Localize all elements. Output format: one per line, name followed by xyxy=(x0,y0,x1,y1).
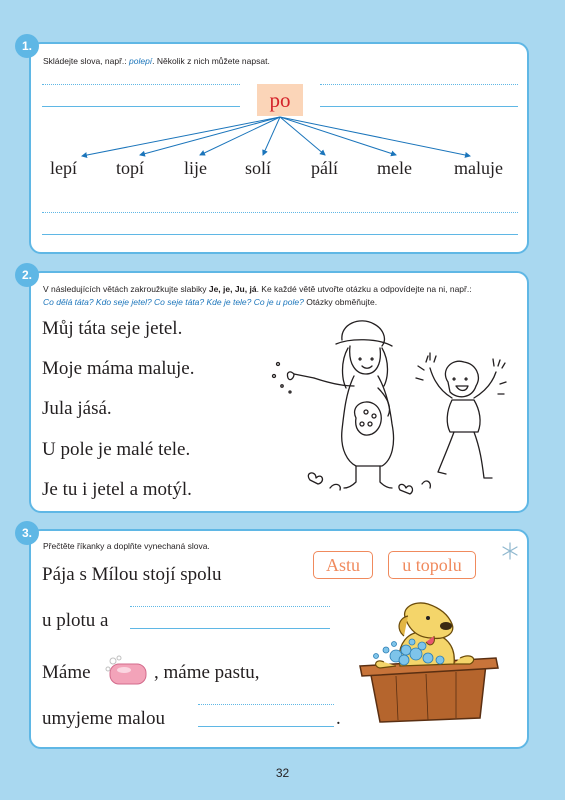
word-mele: mele xyxy=(377,158,412,178)
sentence-1: Můj táta seje jetel. xyxy=(42,318,183,339)
rhyme-line-3b: , máme pastu, xyxy=(154,662,260,683)
word-option-u-topolu: u topolu xyxy=(388,551,476,579)
writing-line xyxy=(42,212,518,213)
blank-solid xyxy=(198,726,334,727)
sentence-3: Jula jásá. xyxy=(42,398,112,419)
writing-line xyxy=(42,234,518,235)
dog-in-tub-illustration xyxy=(356,600,506,730)
rhyme-line-2: u plotu a xyxy=(42,610,109,631)
word-lije: lije xyxy=(184,158,207,178)
page-number: 32 xyxy=(275,766,290,780)
rhyme-line-3a: Máme xyxy=(42,662,91,683)
word-topi: topí xyxy=(116,158,145,178)
rhyme-line-4-end: . xyxy=(336,708,341,729)
sentence-5: Je tu i jetel a motýl. xyxy=(42,479,192,500)
blank-solid xyxy=(130,628,330,629)
exercise-3-instruction: Přečtěte říkanky a doplňte vynechaná slova. xyxy=(43,541,210,551)
word-soli: solí xyxy=(245,158,272,178)
exercise-2-instruction: V následujících větách zakroužkujte slabiky Je, je, Ju, já. Ke každé větě utvořte otázku a odpovídejte na ni, např.: Co dělá táta? Kdo seje jetel? Co seje táta? Kde je tele? Co je u pole? Otázky obměňujte. xyxy=(43,284,472,307)
word-option-astu: Astu xyxy=(313,551,373,579)
rhyme-line-1: Pája s Mílou stojí spolu xyxy=(42,564,222,585)
painting-family-illustration xyxy=(270,312,515,502)
exercise-number-3: 3. xyxy=(15,521,39,545)
sentence-4: U pole je malé tele. xyxy=(42,439,191,460)
word-lepi: lepí xyxy=(50,158,77,178)
exercise-number-2: 2. xyxy=(15,263,39,287)
rhyme-line-4: umyjeme malou xyxy=(42,708,165,729)
connector-arrows xyxy=(0,0,565,260)
word-pali: pálí xyxy=(311,158,338,178)
sentence-2: Moje máma maluje. xyxy=(42,358,195,379)
syllable-box: po xyxy=(257,84,303,116)
example-word: polepí xyxy=(129,56,153,66)
snowflake-icon xyxy=(501,542,519,560)
word-maluje: maluje xyxy=(454,158,503,178)
blank-dotted xyxy=(130,606,330,607)
exercise-number-1: 1. xyxy=(15,34,39,58)
blank-dotted xyxy=(198,704,334,705)
soap-icon xyxy=(104,655,152,691)
exercise-1-instruction: Skládejte slova, např.: polepí. Několik z nich můžete napsat. xyxy=(43,56,270,66)
